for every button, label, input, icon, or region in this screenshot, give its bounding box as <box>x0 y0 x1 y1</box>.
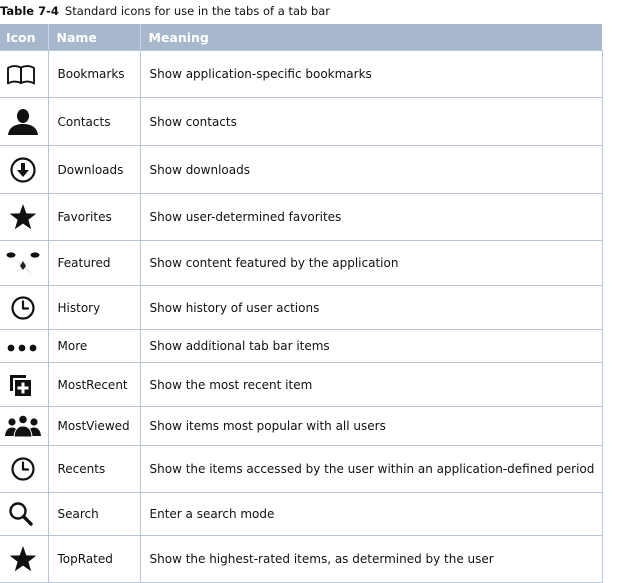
row-meaning: Show user-determined favorites <box>140 194 602 241</box>
row-meaning: Show downloads <box>140 146 602 194</box>
row-meaning: Show content featured by the application <box>140 241 602 286</box>
row-name: History <box>48 286 140 330</box>
row-name: MostRecent <box>48 363 140 407</box>
table-row <box>0 286 602 330</box>
row-meaning: Show items most popular with all users <box>140 407 602 446</box>
row-meaning: Show history of user actions <box>140 286 602 330</box>
row-meaning: Show application-specific bookmarks <box>140 51 602 98</box>
row-name: MostViewed <box>48 407 140 446</box>
stacked-plus-icon <box>2 370 42 400</box>
caption-label: Table 7-4 <box>0 4 59 18</box>
row-name: Search <box>48 493 140 536</box>
featured-icon <box>2 248 42 278</box>
table-row <box>0 446 602 493</box>
row-name: Featured <box>48 241 140 286</box>
table-row <box>0 194 602 241</box>
dots-icon <box>2 331 42 361</box>
header-icon: Icon <box>0 24 48 51</box>
table-row <box>0 330 602 363</box>
caption-text: Standard icons for use in the tabs of a tab bar <box>64 4 331 18</box>
table-row <box>0 536 602 583</box>
table-caption <box>0 3 330 19</box>
row-name: Downloads <box>48 146 140 194</box>
group-icon <box>2 411 42 441</box>
row-name: Contacts <box>48 98 140 146</box>
row-name: Recents <box>48 446 140 493</box>
table-row <box>0 407 602 446</box>
star-icon <box>2 544 42 574</box>
row-meaning: Enter a search mode <box>140 493 602 536</box>
table-row <box>0 363 602 407</box>
book-icon <box>2 59 42 89</box>
row-meaning: Show contacts <box>140 98 602 146</box>
row-name: TopRated <box>48 536 140 583</box>
table-row <box>0 241 602 286</box>
header-meaning: Meaning <box>140 24 602 51</box>
row-meaning: Show additional tab bar items <box>140 330 602 363</box>
row-name: Bookmarks <box>48 51 140 98</box>
table-row <box>0 98 602 146</box>
download-arrow-icon <box>2 155 42 185</box>
header-name: Name <box>48 24 140 51</box>
row-meaning: Show the items accessed by the user within an application-defined period <box>140 446 602 493</box>
person-icon <box>2 107 42 137</box>
magnifier-icon <box>2 499 42 529</box>
row-name: More <box>48 330 140 363</box>
row-meaning: Show the highest-rated items, as determined by the user <box>140 536 602 583</box>
row-meaning: Show the most recent item <box>140 363 602 407</box>
table-row <box>0 51 602 98</box>
table-row <box>0 146 602 194</box>
icons-table <box>0 24 603 583</box>
star-icon <box>2 202 42 232</box>
clock-icon <box>2 454 42 484</box>
row-name: Favorites <box>48 194 140 241</box>
table-row <box>0 493 602 536</box>
table-header-row <box>0 24 602 51</box>
clock-icon <box>2 293 42 323</box>
